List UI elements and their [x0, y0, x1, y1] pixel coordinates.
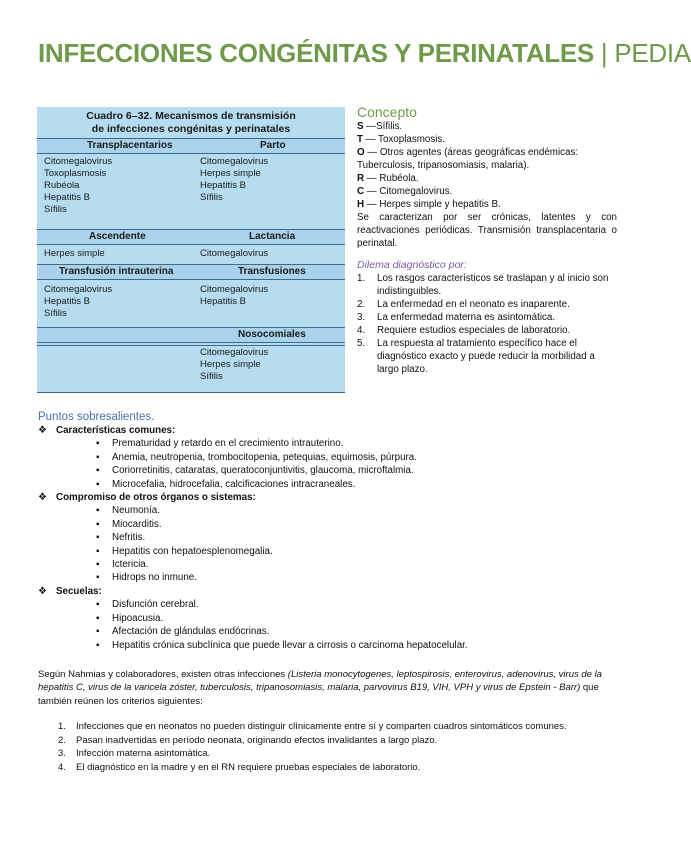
table-cell-item: Hepatitis B [200, 180, 246, 191]
table-cell-item: Hepatitis B [44, 296, 90, 307]
item-number: 4. [357, 325, 366, 336]
table-caption-line2: de infecciones congénitas y perinatales [91, 123, 291, 135]
item-text: La enfermedad materna es asintomática. [377, 312, 556, 323]
table-bottom-border [37, 392, 345, 393]
dilemma-item [357, 298, 617, 311]
item-number: 3. [58, 748, 66, 759]
square-bullet-icon: ▪ [96, 599, 100, 611]
table-caption-line1: Cuadro 6–32. Mecanismos de transmisión [86, 110, 296, 122]
concept-text: — Rubéola. [364, 173, 419, 184]
square-bullet-icon: ▪ [96, 545, 100, 557]
table-divider [37, 345, 345, 346]
list-item [38, 571, 628, 584]
concept-item [357, 146, 617, 172]
item-number: 4. [58, 761, 66, 773]
table-cell-item: Citomegalovirus [200, 284, 269, 295]
table-cell-left [44, 248, 105, 260]
list-item [38, 518, 628, 531]
item-text: La respuesta al tratamiento específico hace el diagnóstico exacto y puede reducir la morbilidad a largo plazo. [377, 338, 595, 375]
concept-item [357, 198, 617, 211]
diamond-bullet-icon: ❖ [38, 585, 47, 597]
group-heading [38, 491, 628, 504]
table-cell-item: Herpes simple [200, 168, 261, 179]
square-bullet-icon: ▪ [96, 451, 100, 463]
table-cell-right [200, 156, 268, 204]
table-cell-item: Sífilis [44, 204, 67, 215]
criteria-item [58, 761, 618, 775]
list-item [38, 437, 628, 450]
criteria-item [58, 734, 618, 748]
list-item-text: Hipoacusia. [112, 612, 164, 624]
list-item [38, 531, 628, 544]
list-item-text: Miocarditis. [112, 518, 162, 530]
square-bullet-icon: ▪ [96, 612, 100, 624]
item-text: El diagnóstico en la madre y en el RN requiere pruebas especiales de laboratorio. [76, 761, 421, 773]
table-cell-left [44, 156, 112, 216]
square-bullet-icon: ▪ [96, 626, 100, 638]
concept-letter: C [357, 186, 365, 197]
table-header-row [37, 264, 345, 280]
table-header-left: Transfusión intrauterina [59, 266, 174, 277]
group-heading [38, 585, 628, 598]
list-item-text: Anemia, neutropenia, trombocitopenia, petequias, equimosis, púrpura. [112, 451, 417, 463]
item-text: La enfermedad en el neonato es inaparente. [377, 299, 570, 310]
list-item-text: Hepatitis con hepatoesplenomegalia. [112, 545, 273, 557]
group-title: Características comunes: [56, 425, 176, 436]
dilemma-item [357, 324, 617, 337]
list-item-text: Hepatitis crónica subclínica que puede llevar a cirrosis o carcinoma hepatocelular. [112, 639, 468, 651]
table-cell-item: Citomegalovirus [200, 156, 269, 167]
item-number: 1. [58, 721, 66, 732]
table-cell-item: Sífilis [200, 192, 223, 203]
table-cell-item: Toxoplasmosis [44, 168, 107, 179]
table-cell-item: Citomegalovirus [200, 248, 269, 259]
paragraph-text: Según Nahmias y colaboradores, existen otras infecciones [38, 669, 288, 680]
item-text: Pasan inadvertidas en período neonata, originando efectos invalidantes a largo plazo. [76, 734, 438, 746]
square-bullet-icon: ▪ [96, 518, 100, 530]
table-cell-right [200, 347, 268, 383]
table-cell-item: Sífilis [200, 371, 223, 382]
group-heading [38, 424, 628, 437]
list-item [38, 478, 628, 491]
item-number: 3. [357, 312, 366, 323]
group-title: Secuelas: [56, 585, 102, 597]
square-bullet-icon: ▪ [96, 465, 100, 477]
list-item-text: Afectación de glándulas endócrinas. [112, 626, 270, 638]
table-header-row [37, 229, 345, 245]
concept-text: — Citomegalovirus. [364, 186, 453, 197]
concept-item [357, 185, 617, 198]
title-separator: | [600, 38, 608, 68]
list-item-text: Prematuridad y retardo en el crecimiento intrauterino. [112, 438, 344, 450]
table-header-right: Nosocomiales [238, 329, 306, 340]
list-item [38, 625, 628, 638]
table-cell-item: Rubéola [44, 180, 80, 191]
diamond-bullet-icon: ❖ [38, 425, 47, 436]
item-text: Requiere estudios especiales de laboratorio. [377, 325, 571, 336]
table-caption [37, 107, 345, 138]
square-bullet-icon: ▪ [96, 505, 100, 517]
list-item [38, 464, 628, 477]
table-header-left: Transplacentarios [87, 140, 173, 151]
transmission-table [37, 107, 345, 393]
dilemma-heading: Dilema diagnóstico por: [357, 259, 467, 271]
concept-description: Se caracterizan por ser crónicas, latentes y con reactivaciones periódicas. Transmisión transplacentaria o perinatal. [357, 212, 617, 249]
list-item [38, 558, 628, 571]
concept-letter: T [357, 134, 363, 145]
list-item-text: Coriorretinitis, cataratas, queratoconjuntivitis, glaucoma, microftalmia. [112, 465, 414, 477]
concept-text: — Herpes simple y hepatitis B. [364, 199, 501, 210]
square-bullet-icon: ▪ [96, 559, 100, 571]
table-header-left: Ascendente [89, 231, 146, 242]
dilemma-item [357, 272, 617, 298]
page-title [38, 38, 691, 69]
paragraph-italic-list: (Listeria monocytogenes, leptospirosis, enterovirus, adenovirus, virus de la hepatitis C, virus de la varicela zóster, tuberculosis, tripanosomiasis, malaria, parvovirus B19, VIH, VPH y virus de Epstein - Barr) [38, 669, 602, 694]
table-header-right: Transfusiones [238, 266, 306, 277]
table-header-right: Lactancia [249, 231, 296, 242]
list-item-text: Microcefalia, hidrocefalia, calcificaciones intracraneales. [112, 478, 356, 490]
table-cell-item: Citomegalovirus [44, 284, 113, 295]
criteria-list [58, 720, 618, 774]
table-header-row [37, 327, 345, 343]
table-cell-right [200, 248, 268, 260]
page-title-main: INFECCIONES CONGÉNITAS Y PERINATALES [38, 38, 594, 68]
paragraph-text-end: que también reúnen los criterios siguientes: [38, 682, 599, 707]
table-cell-item: Herpes simple [200, 359, 261, 370]
square-bullet-icon: ▪ [96, 478, 100, 490]
table-cell-item: Citomegalovirus [44, 156, 113, 167]
table-cell-item: Herpes simple [44, 248, 105, 259]
concept-heading: Concepto [357, 104, 417, 120]
list-item-text: Neumonía. [112, 505, 160, 517]
list-item-text: Hidrops no inmune. [112, 572, 197, 584]
table-cell-left [44, 284, 112, 320]
list-item-text: Disfunción cerebral. [112, 599, 199, 611]
list-item [38, 504, 628, 517]
page-title-subject: PEDIA [614, 38, 691, 68]
concept-item [357, 133, 617, 146]
item-number: 2. [357, 299, 366, 310]
concept-item [357, 172, 617, 185]
table-header-row [37, 138, 345, 154]
table-cell-right [200, 284, 268, 308]
list-item [38, 545, 628, 558]
concept-text: —Sífilis. [363, 121, 403, 132]
concept-text: — Otros agentes (áreas geográficas endémicas: Tuberculosis, tripanosomiasis, malaria). [357, 147, 579, 171]
table-cell-item: Hepatitis B [44, 192, 90, 203]
item-text: Los rasgos característicos se traslapan y al inicio son indistinguibles. [377, 273, 609, 297]
square-bullet-icon: ▪ [96, 532, 100, 544]
criteria-item [58, 747, 618, 761]
list-item-text: Nefritis. [112, 532, 146, 544]
concept-section [357, 104, 617, 376]
list-item [38, 451, 628, 464]
table-cell-item: Sífilis [44, 308, 67, 319]
concept-letter: H [357, 199, 365, 210]
item-text: Infecciones que en neonatos no pueden distinguir clínicamente entre sí y comparten cuadros sintomáticos comunes. [76, 721, 567, 732]
list-item-text: Ictericia. [112, 559, 149, 571]
item-number: 5. [357, 338, 366, 349]
diamond-bullet-icon: ❖ [38, 492, 47, 504]
item-number: 1. [357, 273, 366, 284]
list-item [38, 598, 628, 611]
key-points-heading: Puntos sobresalientes. [38, 411, 155, 423]
concept-letter: O [357, 147, 365, 158]
nahmias-paragraph [38, 668, 618, 708]
item-text: Infección materna asintomática. [76, 748, 211, 759]
concept-item [357, 120, 617, 133]
list-item [38, 612, 628, 625]
table-cell-item: Citomegalovirus [200, 347, 269, 358]
concept-text: — Toxoplasmosis. [362, 134, 446, 145]
concept-letter: S [357, 121, 364, 132]
item-number: 2. [58, 734, 66, 746]
dilemma-item [357, 311, 617, 324]
table-cell-item: Hepatitis B [200, 296, 246, 307]
dilemma-item [357, 337, 617, 376]
square-bullet-icon: ▪ [96, 572, 100, 584]
group-title: Compromiso de otros órganos o sistemas: [56, 492, 256, 504]
criteria-item [58, 720, 618, 734]
square-bullet-icon: ▪ [96, 438, 100, 450]
concept-letter: R [357, 173, 365, 184]
list-item [38, 639, 628, 652]
key-points-section [38, 410, 628, 652]
table-header-right: Parto [260, 140, 286, 151]
square-bullet-icon: ▪ [96, 639, 100, 651]
